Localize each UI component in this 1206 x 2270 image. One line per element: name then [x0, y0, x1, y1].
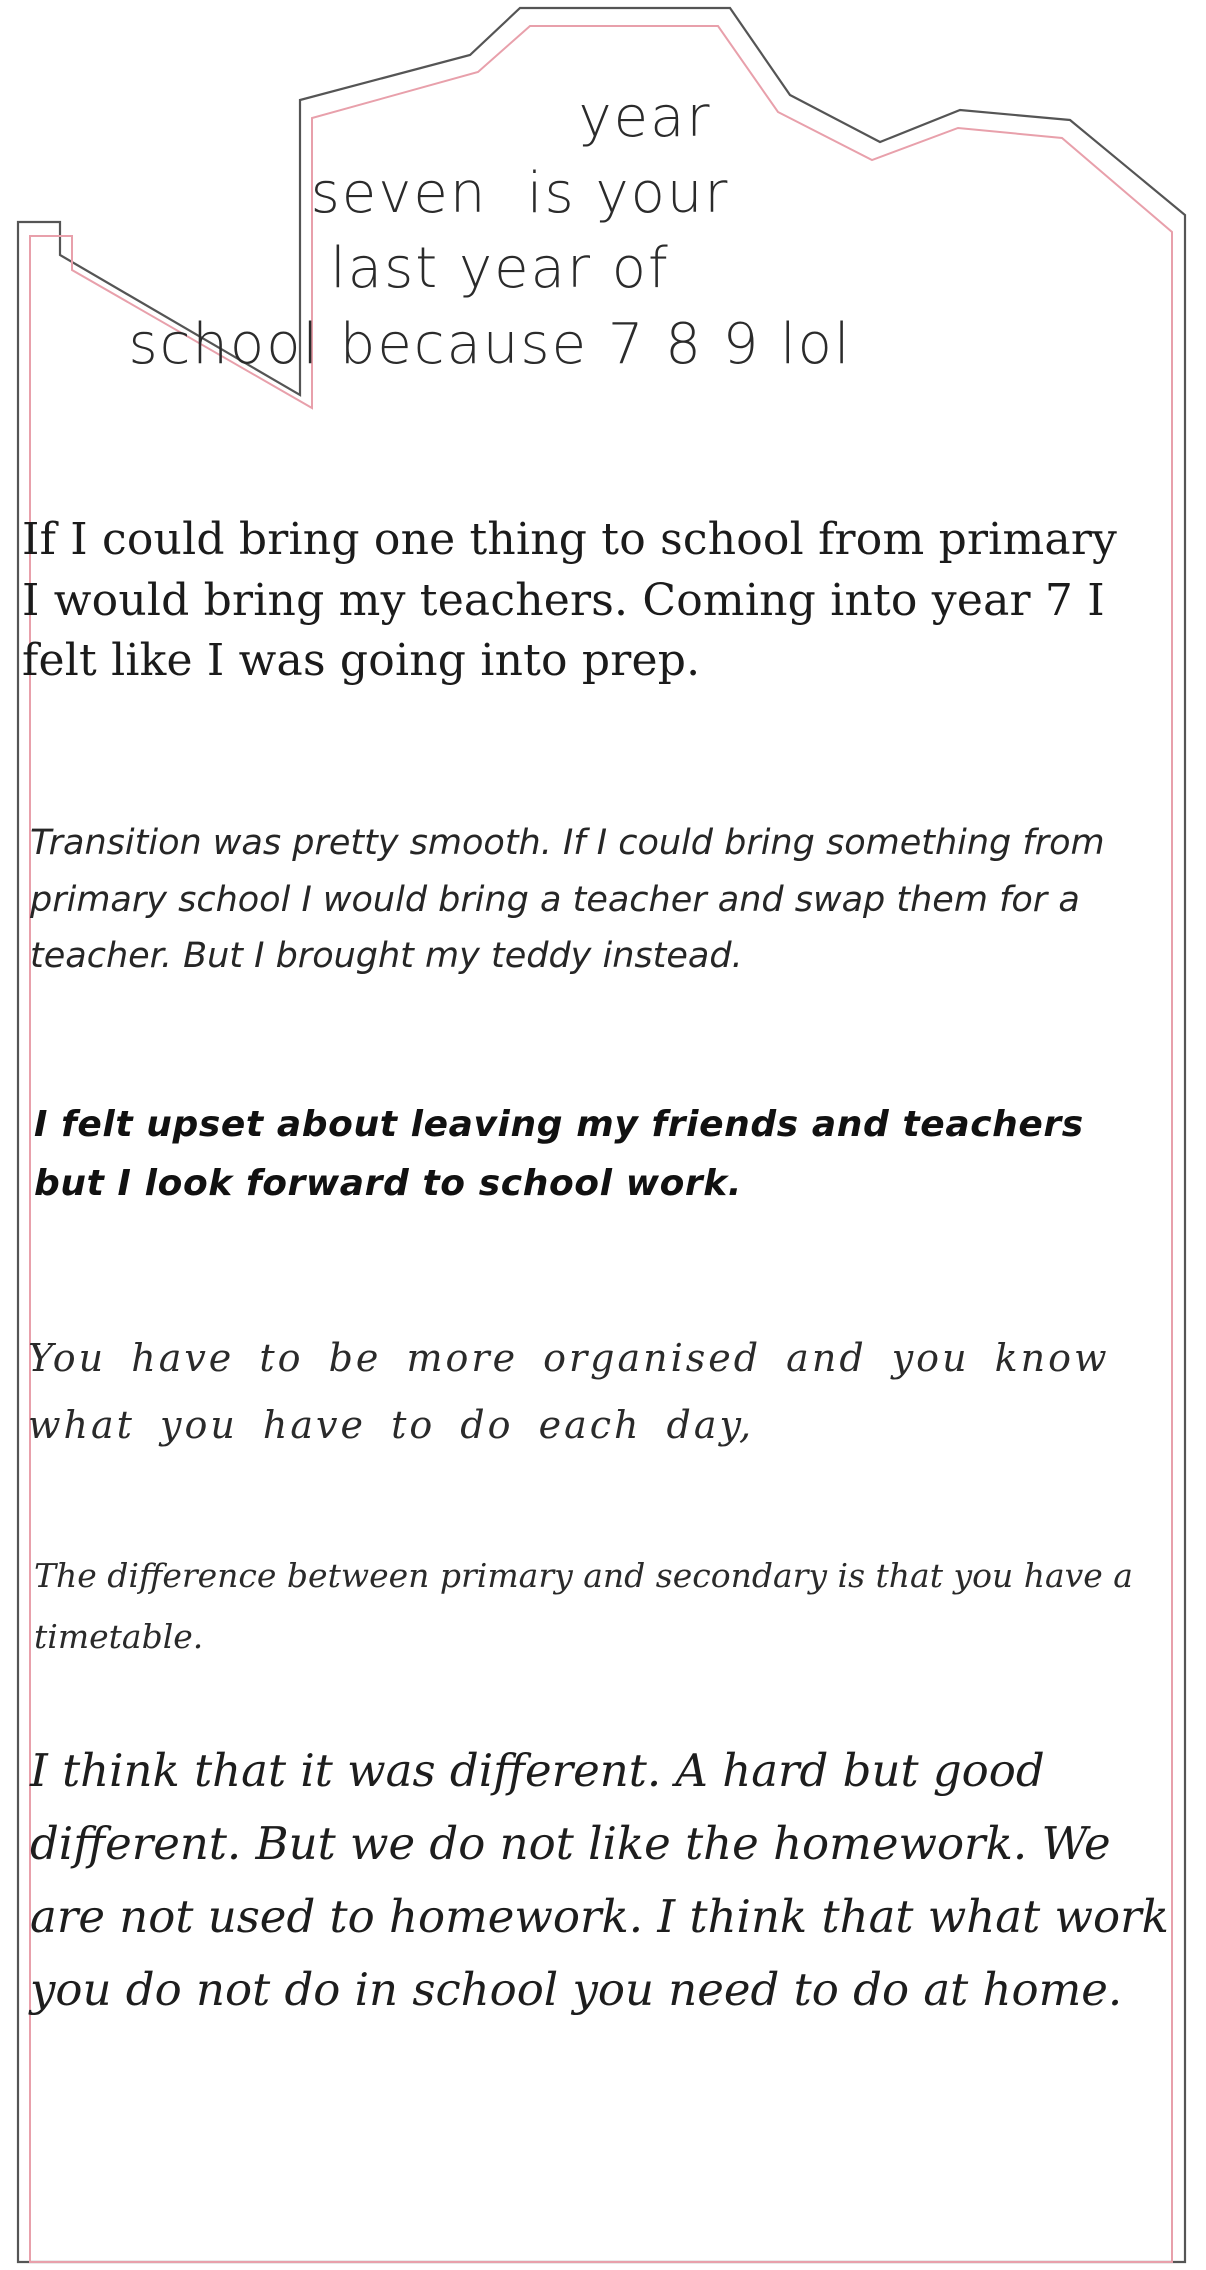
headline-line-1: year	[578, 85, 712, 150]
headline-line-3: last year of	[330, 236, 670, 302]
paragraph-5: The difference between primary and secondary is that you have a timetable.	[34, 1556, 1133, 1657]
paragraph-6: I think that it was different. A hard but good different. But we do not like the homework. We are not used to homework. I think that what work you do not do in school you need to do at home.	[30, 1744, 1169, 2016]
paragraph-4: You have to be more organised and you know what you have to do each day,	[28, 1336, 1110, 1447]
document-title	[0, 0, 1, 1]
headline-line-2: seven is your	[310, 160, 730, 226]
headline-line-4: school because 7 8 9 lol	[128, 311, 852, 377]
paragraph-1: If I could bring one thing to school from primary I would bring my teachers. Coming into year 7 I felt like I was going into prep.	[22, 514, 1118, 687]
headline-block	[30, 80, 990, 382]
paragraph-3: I felt upset about leaving my friends and teachers but I look forward to school work.	[34, 1104, 1084, 1205]
paragraph-2: Transition was pretty smooth. If I could bring something from primary school I would bring a teacher and swap them for a teacher. But I brought my teddy instead.	[30, 823, 1105, 977]
